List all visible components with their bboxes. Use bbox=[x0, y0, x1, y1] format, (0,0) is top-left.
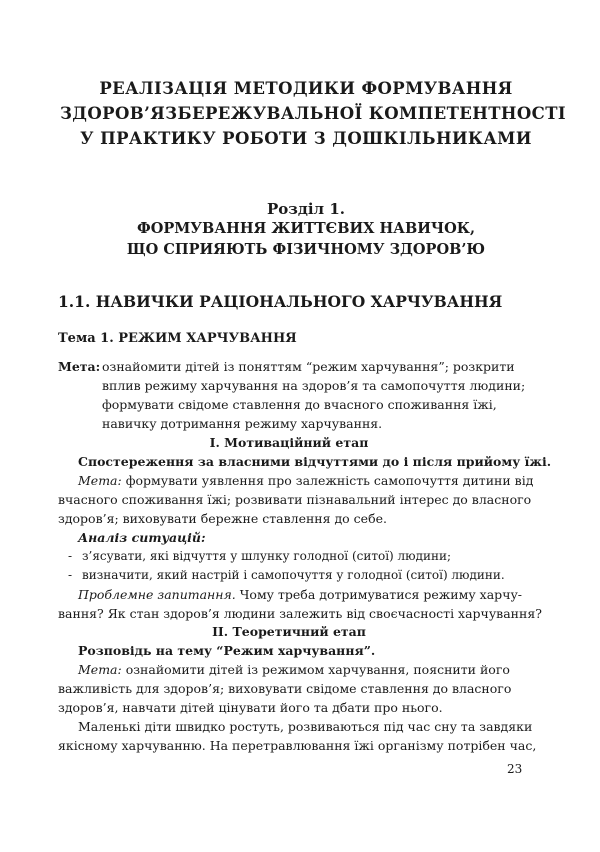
stage-1-aim-line-1 bbox=[58, 471, 534, 490]
goal-paragraph bbox=[58, 357, 526, 433]
paragraph-line-2: якісному харчуванню. На перетравлювання їжі організму потрібен час, bbox=[58, 738, 537, 753]
stage-1 bbox=[58, 433, 552, 623]
stage-2-aim-line-3: здоров’я, навчати дітей цінувати його та дбати про нього. bbox=[58, 700, 443, 715]
stage-1-aim-line-2: вчасного споживання їжі; розвивати пізнавальний інтерес до власного bbox=[58, 492, 532, 507]
stage-2-heading: ІІ. Теоретичний етап bbox=[212, 624, 366, 639]
aim-label: Мета: bbox=[78, 473, 122, 488]
section-label: Розділ 1. bbox=[266, 200, 345, 218]
problem-label: Проблемне запитання. bbox=[78, 587, 236, 602]
observation-title: Спостереження за власними відчуттями до і після прийому їжі. bbox=[78, 454, 552, 469]
section-title-line-1: ФОРМУВАННЯ ЖИТТЄВИХ НАВИЧОК, bbox=[136, 220, 476, 237]
stage-2 bbox=[58, 622, 537, 755]
main-title-line-2: ЗДОРОВ’ЯЗБЕРЕЖУВАЛЬНОЇ КОМПЕТЕНТНОСТІ bbox=[60, 104, 566, 123]
section-title-line-2: ЩО СПРИЯЮТЬ ФІЗИЧНОМУ ЗДОРОВ’Ю bbox=[126, 241, 486, 258]
stage-1-aim-line-3: здоров’я; виховувати бережне ставлення до себе. bbox=[58, 511, 387, 526]
bullet-item: - з’ясувати, які відчуття у шлунку голодної (ситої) людини; bbox=[68, 549, 452, 563]
stage-2-aim-line-1 bbox=[58, 660, 520, 679]
main-title bbox=[60, 76, 566, 151]
goal-label: Мета: bbox=[58, 359, 101, 374]
aim-label: Мета: bbox=[78, 662, 122, 677]
bullet-item: - визначити, який настрій і самопочуття у голодної (ситої) людини. bbox=[68, 568, 505, 582]
goal-line-3: формувати свідоме ставлення до вчасного споживання їжі, bbox=[102, 397, 497, 412]
aim-text: формувати уявлення про залежність самопочуття дитини від bbox=[121, 473, 534, 488]
bullet-text: з’ясувати, які відчуття у шлунку голодної (ситої) людини; bbox=[82, 549, 452, 563]
problem-line-2: вання? Як стан здоров’я людини залежить від своєчасності харчування? bbox=[58, 606, 542, 621]
main-title-line-3: У ПРАКТИКУ РОБОТИ З ДОШКІЛЬНИКАМИ bbox=[80, 129, 532, 148]
story-title: Розповідь на тему “Режим харчування”. bbox=[78, 643, 376, 658]
section-title bbox=[60, 218, 552, 260]
goal-line-1: ознайомити дітей із поняттям “режим харчування”; розкрити bbox=[102, 359, 515, 374]
topic-heading: Тема 1. РЕЖИМ ХАРЧУВАННЯ bbox=[58, 331, 297, 346]
aim-text: ознайомити дітей із режимом харчування, пояснити його bbox=[121, 662, 510, 677]
main-title-line-1: РЕАЛІЗАЦІЯ МЕТОДИКИ ФОРМУВАННЯ bbox=[99, 79, 513, 98]
stage-1-heading: І. Мотиваційний етап bbox=[209, 435, 369, 450]
problem-line-1 bbox=[58, 585, 523, 604]
bullet-text: визначити, який настрій і самопочуття у голодної (ситої) людини. bbox=[82, 568, 505, 582]
analysis-label: Аналіз ситуацій: bbox=[78, 530, 206, 545]
goal-line-4: навичку дотримання режиму харчування. bbox=[102, 416, 383, 431]
goal-line-2: вплив режиму харчування на здоров’я та самопочуття людини; bbox=[102, 378, 526, 393]
stage-2-aim-line-2: важливість для здоров’я; виховувати свідоме ставлення до власного bbox=[58, 681, 512, 696]
page-number: 23 bbox=[507, 762, 523, 776]
problem-text: Чому треба дотримуватися режиму харчу- bbox=[235, 587, 523, 602]
subsection-heading: 1.1. НАВИЧКИ РАЦІОНАЛЬНОГО ХАРЧУВАННЯ bbox=[58, 292, 503, 311]
paragraph-line-1: Маленькі діти швидко ростуть, розвиваються під час сну та завдяки bbox=[78, 719, 533, 734]
